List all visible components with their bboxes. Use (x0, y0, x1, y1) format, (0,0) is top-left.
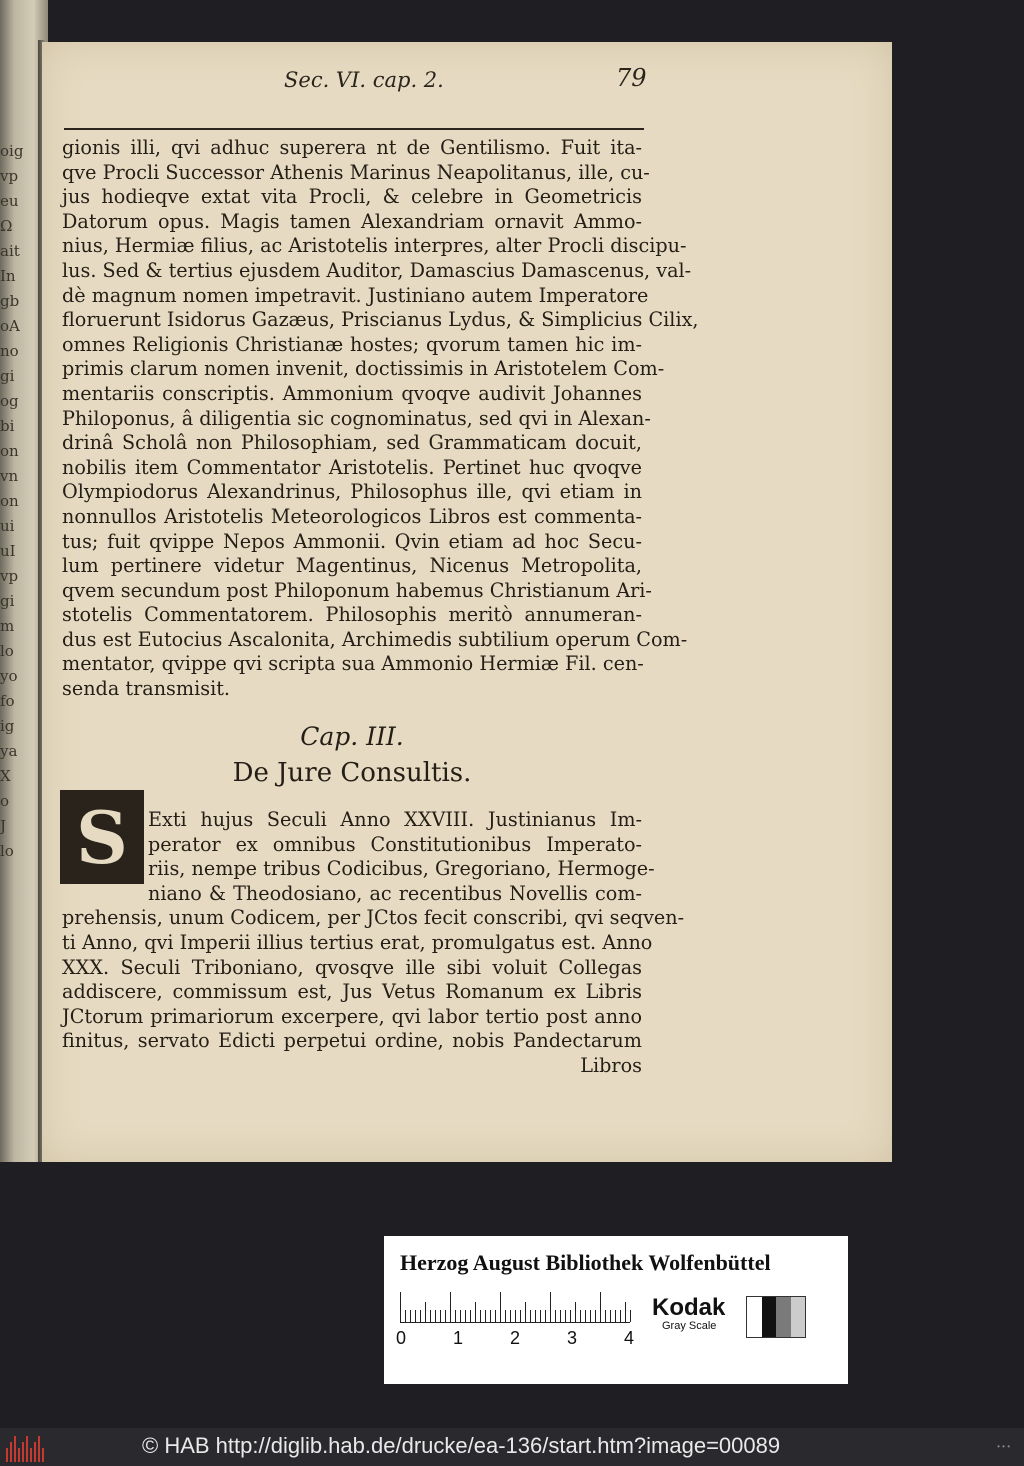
text-line: primis clarum nomen invenit, doctissimis in Aristotelem Com- (62, 357, 665, 381)
logo-bar (14, 1436, 16, 1462)
ruler-tick (555, 1310, 556, 1322)
text-line: nobilis item Commentator Aristotelis. Pertinet huc qvoqve (62, 455, 642, 479)
facing-page-fragment: o (0, 792, 10, 810)
ruler-tick (520, 1310, 521, 1322)
text-line: gionis illi, qvi adhuc superera nt de Gentilismo. Fuit ita- (62, 136, 642, 159)
ruler-tick (480, 1310, 481, 1322)
ruler-tick (575, 1302, 576, 1322)
ruler-tick (510, 1310, 511, 1322)
scale-ruler (400, 1292, 630, 1323)
facing-page-fragment: uI (0, 542, 16, 560)
text-line: stotelis Commentatorem. Philosophis meritò annumeran- (62, 603, 642, 627)
ruler-tick (470, 1310, 471, 1322)
footer-menu-dots[interactable]: • • • (997, 1442, 1010, 1451)
text-line: ti Anno, qvi Imperii illius tertius erat, promulgatus est. Anno (62, 930, 653, 954)
logo-bar (42, 1448, 44, 1462)
facing-page-fragment: bi (0, 417, 15, 435)
ruler-tick (415, 1310, 416, 1322)
text-line: finitus, servato Edicti perpetui ordine, nobis Pandectarum (62, 1029, 642, 1053)
text-line: mentator, qvippe qvi scripta sua Ammonio Hermiæ Fil. cen- (62, 652, 644, 676)
ruler-tick (435, 1310, 436, 1322)
facing-page-fragment: In (0, 267, 16, 285)
facing-page-fragment: fo (0, 692, 15, 710)
ruler-tick (410, 1310, 411, 1322)
text-line: perator ex omnibus Constitutionibus Imperato- (148, 832, 642, 856)
facing-page-fragment: gi (0, 367, 15, 385)
library-color-card (384, 1236, 848, 1384)
logo-bar (10, 1442, 12, 1462)
viewer-footer (0, 1428, 1024, 1466)
text-line: nius, Hermiæ filius, ac Aristotelis interpres, alter Procli discipu- (62, 234, 687, 258)
logo-bar (34, 1442, 36, 1462)
text-line: senda transmisit. (62, 677, 231, 701)
facing-page-fragment: ya (0, 742, 18, 760)
ruler-tick (610, 1310, 611, 1322)
text-line: Olympiodorus Alexandrinus, Philosophus ille, qvi etiam in (62, 480, 642, 504)
ruler-tick (530, 1310, 531, 1322)
body-text-section-1 (62, 136, 699, 702)
text-line: Libros (580, 1053, 642, 1077)
ruler-tick (485, 1310, 486, 1322)
ruler-tick (460, 1310, 461, 1322)
ruler-tick (505, 1310, 506, 1322)
ruler-tick (540, 1310, 541, 1322)
text-line: dè magnum nomen impetravit. Justiniano autem Imperatore (62, 283, 649, 307)
ruler-tick (455, 1310, 456, 1322)
ruler-tick (405, 1310, 406, 1322)
text-line: drinâ Scholâ non Philosophiam, sed Grammaticam docuit, (62, 431, 642, 455)
ruler-tick (565, 1310, 566, 1322)
text-line: lus. Sed & tertius ejusdem Auditor, Damascius Damascenus, val- (62, 258, 692, 282)
facing-page-fragment: og (0, 392, 19, 410)
facing-page-fragment: oig (0, 142, 24, 160)
ruler-tick (515, 1310, 516, 1322)
ruler-tick (595, 1310, 596, 1322)
kodak-logo: Kodak (652, 1294, 726, 1321)
ruler-number: 1 (453, 1328, 464, 1348)
facing-page-fragment: ui (0, 517, 15, 535)
text-line: qve Procli Successor Athenis Marinus Neapolitanus, ille, cu- (62, 160, 650, 184)
text-line: niano & Theodosiano, ac recentibus Novellis com- (148, 881, 642, 905)
ruler-tick (545, 1310, 546, 1322)
facing-page-fragment: lo (0, 642, 14, 660)
text-line: Datorum opus. Magis tamen Alexandriam ornavit Ammo- (62, 209, 642, 233)
facing-page-fragment: ig (0, 717, 15, 735)
ruler-tick (490, 1310, 491, 1322)
ruler-tick (590, 1310, 591, 1322)
ruler-tick (570, 1310, 571, 1322)
body-text-section-2 (62, 808, 685, 1079)
ruler-tick (450, 1292, 451, 1322)
text-line: tus; fuit qvippe Nepos Ammonii. Qvin etiam ad hoc Secu- (62, 529, 642, 553)
text-line: omnes Religionis Christianæ hostes; qvorum tamen hic im- (62, 332, 642, 356)
ruler-tick (425, 1302, 426, 1322)
gray-scale-label: Gray Scale (662, 1320, 717, 1332)
ruler-tick (525, 1302, 526, 1322)
facing-page-fragment: yo (0, 667, 18, 685)
facing-page-fragment: on (0, 442, 19, 460)
logo-bar (22, 1442, 24, 1462)
text-line: XXX. Seculi Triboniano, qvosqve ille sibi voluit Collegas (62, 955, 642, 979)
facing-page-fragment: oA (0, 317, 20, 335)
ruler-tick (605, 1310, 606, 1322)
text-line: mentariis conscriptis. Ammonium qvoqve audivit Johannes (62, 381, 642, 405)
text-line: nonnullos Aristotelis Meteorologicos Libros est commenta- (62, 504, 642, 528)
logo-bar (30, 1448, 32, 1462)
ruler-number: 2 (510, 1328, 521, 1348)
text-line: floruerunt Isidorus Gazæus, Priscianus Lydus, & Simplicius Cilix, (62, 308, 699, 332)
facing-page-fragment: Ω (0, 217, 13, 235)
facing-page-fragment: X (0, 767, 11, 785)
facing-page-fragment: eu (0, 192, 19, 210)
text-line: addiscere, commissum est, Jus Vetus Romanum ex Libris (62, 980, 642, 1004)
logo-bar (6, 1448, 8, 1462)
ruler-tick (500, 1292, 501, 1322)
text-line: qvem secundum post Philoponum habemus Christianum Ari- (62, 578, 652, 602)
ruler-tick (620, 1310, 621, 1322)
ruler-number: 4 (624, 1328, 635, 1348)
logo-bar (38, 1436, 40, 1462)
text-line: JCtorum primariorum excerpere, qvi labor tertio post anno (62, 1004, 642, 1028)
ruler-number: 3 (567, 1328, 578, 1348)
ruler-tick (535, 1310, 536, 1322)
ruler-tick (600, 1292, 601, 1322)
text-line: dus est Eutocius Ascalonita, Archimedis subtilium operum Com- (62, 627, 688, 651)
ruler-tick (430, 1310, 431, 1322)
ruler-tick (580, 1310, 581, 1322)
logo-bar (26, 1436, 28, 1462)
text-line: prehensis, unum Codicem, per JCtos fecit conscribi, qvi seqven- (62, 906, 685, 930)
ruler-tick (495, 1310, 496, 1322)
ruler-tick (615, 1310, 616, 1322)
text-line: jus hodieqve extat vita Procli, & celebre in Geometricis (62, 185, 642, 209)
facing-page-fragment: vn (0, 467, 19, 485)
facing-page-fragment: vp (0, 567, 19, 585)
text-line: riis, nempe tribus Codicibus, Gregoriano, Hermoge- (148, 857, 655, 881)
card-title: Herzog August Bibliothek Wolfenbüttel (400, 1250, 771, 1275)
facing-page-fragment: on (0, 492, 19, 510)
facing-page-fragment: J (0, 817, 7, 835)
facing-page-fragment: no (0, 342, 19, 360)
facing-page-fragment: vp (0, 167, 19, 185)
chapter-heading: Cap. III. (300, 722, 404, 751)
ruler-tick (440, 1310, 441, 1322)
ruler-tick (630, 1310, 631, 1322)
ruler-tick (445, 1310, 446, 1322)
text-line: lum pertinere videtur Magentinus, Nicenus Metropolita, (62, 554, 642, 578)
ruler-number: 0 (396, 1328, 407, 1348)
copyright-url[interactable]: © HAB http://diglib.hab.de/drucke/ea-136/start.htm?image=00089 (142, 1433, 781, 1458)
ruler-tick (400, 1292, 401, 1322)
page-number: 79 (616, 64, 647, 92)
ruler-tick (560, 1310, 561, 1322)
facing-page-fragment: gi (0, 592, 15, 610)
ruler-tick (465, 1310, 466, 1322)
logo-bar (18, 1448, 20, 1462)
gray-scale-patch (746, 1296, 806, 1338)
chapter-title: De Jure Consultis. (232, 758, 472, 788)
facing-page-fragment: gb (0, 292, 20, 310)
ruler-tick (420, 1310, 421, 1322)
ruler-tick (475, 1302, 476, 1322)
ruler-tick (585, 1310, 586, 1322)
text-line: Philoponus, â diligentia sic cognominatus, sed qvi in Alexan- (62, 406, 651, 430)
ruler-tick (550, 1292, 551, 1322)
hab-logo-icon[interactable] (6, 1434, 48, 1462)
text-line: Exti hujus Seculi Anno XXVIII. Justinianus Im- (148, 808, 642, 831)
facing-page-fragment: lo (0, 842, 14, 860)
ruler-tick (625, 1302, 626, 1322)
header-rule (64, 128, 644, 130)
facing-page-fragment: ait (0, 242, 20, 260)
initial-letter: S (76, 794, 128, 880)
running-head: Sec. VI. cap. 2. (284, 68, 444, 92)
facing-page-fragment: m (0, 617, 15, 635)
